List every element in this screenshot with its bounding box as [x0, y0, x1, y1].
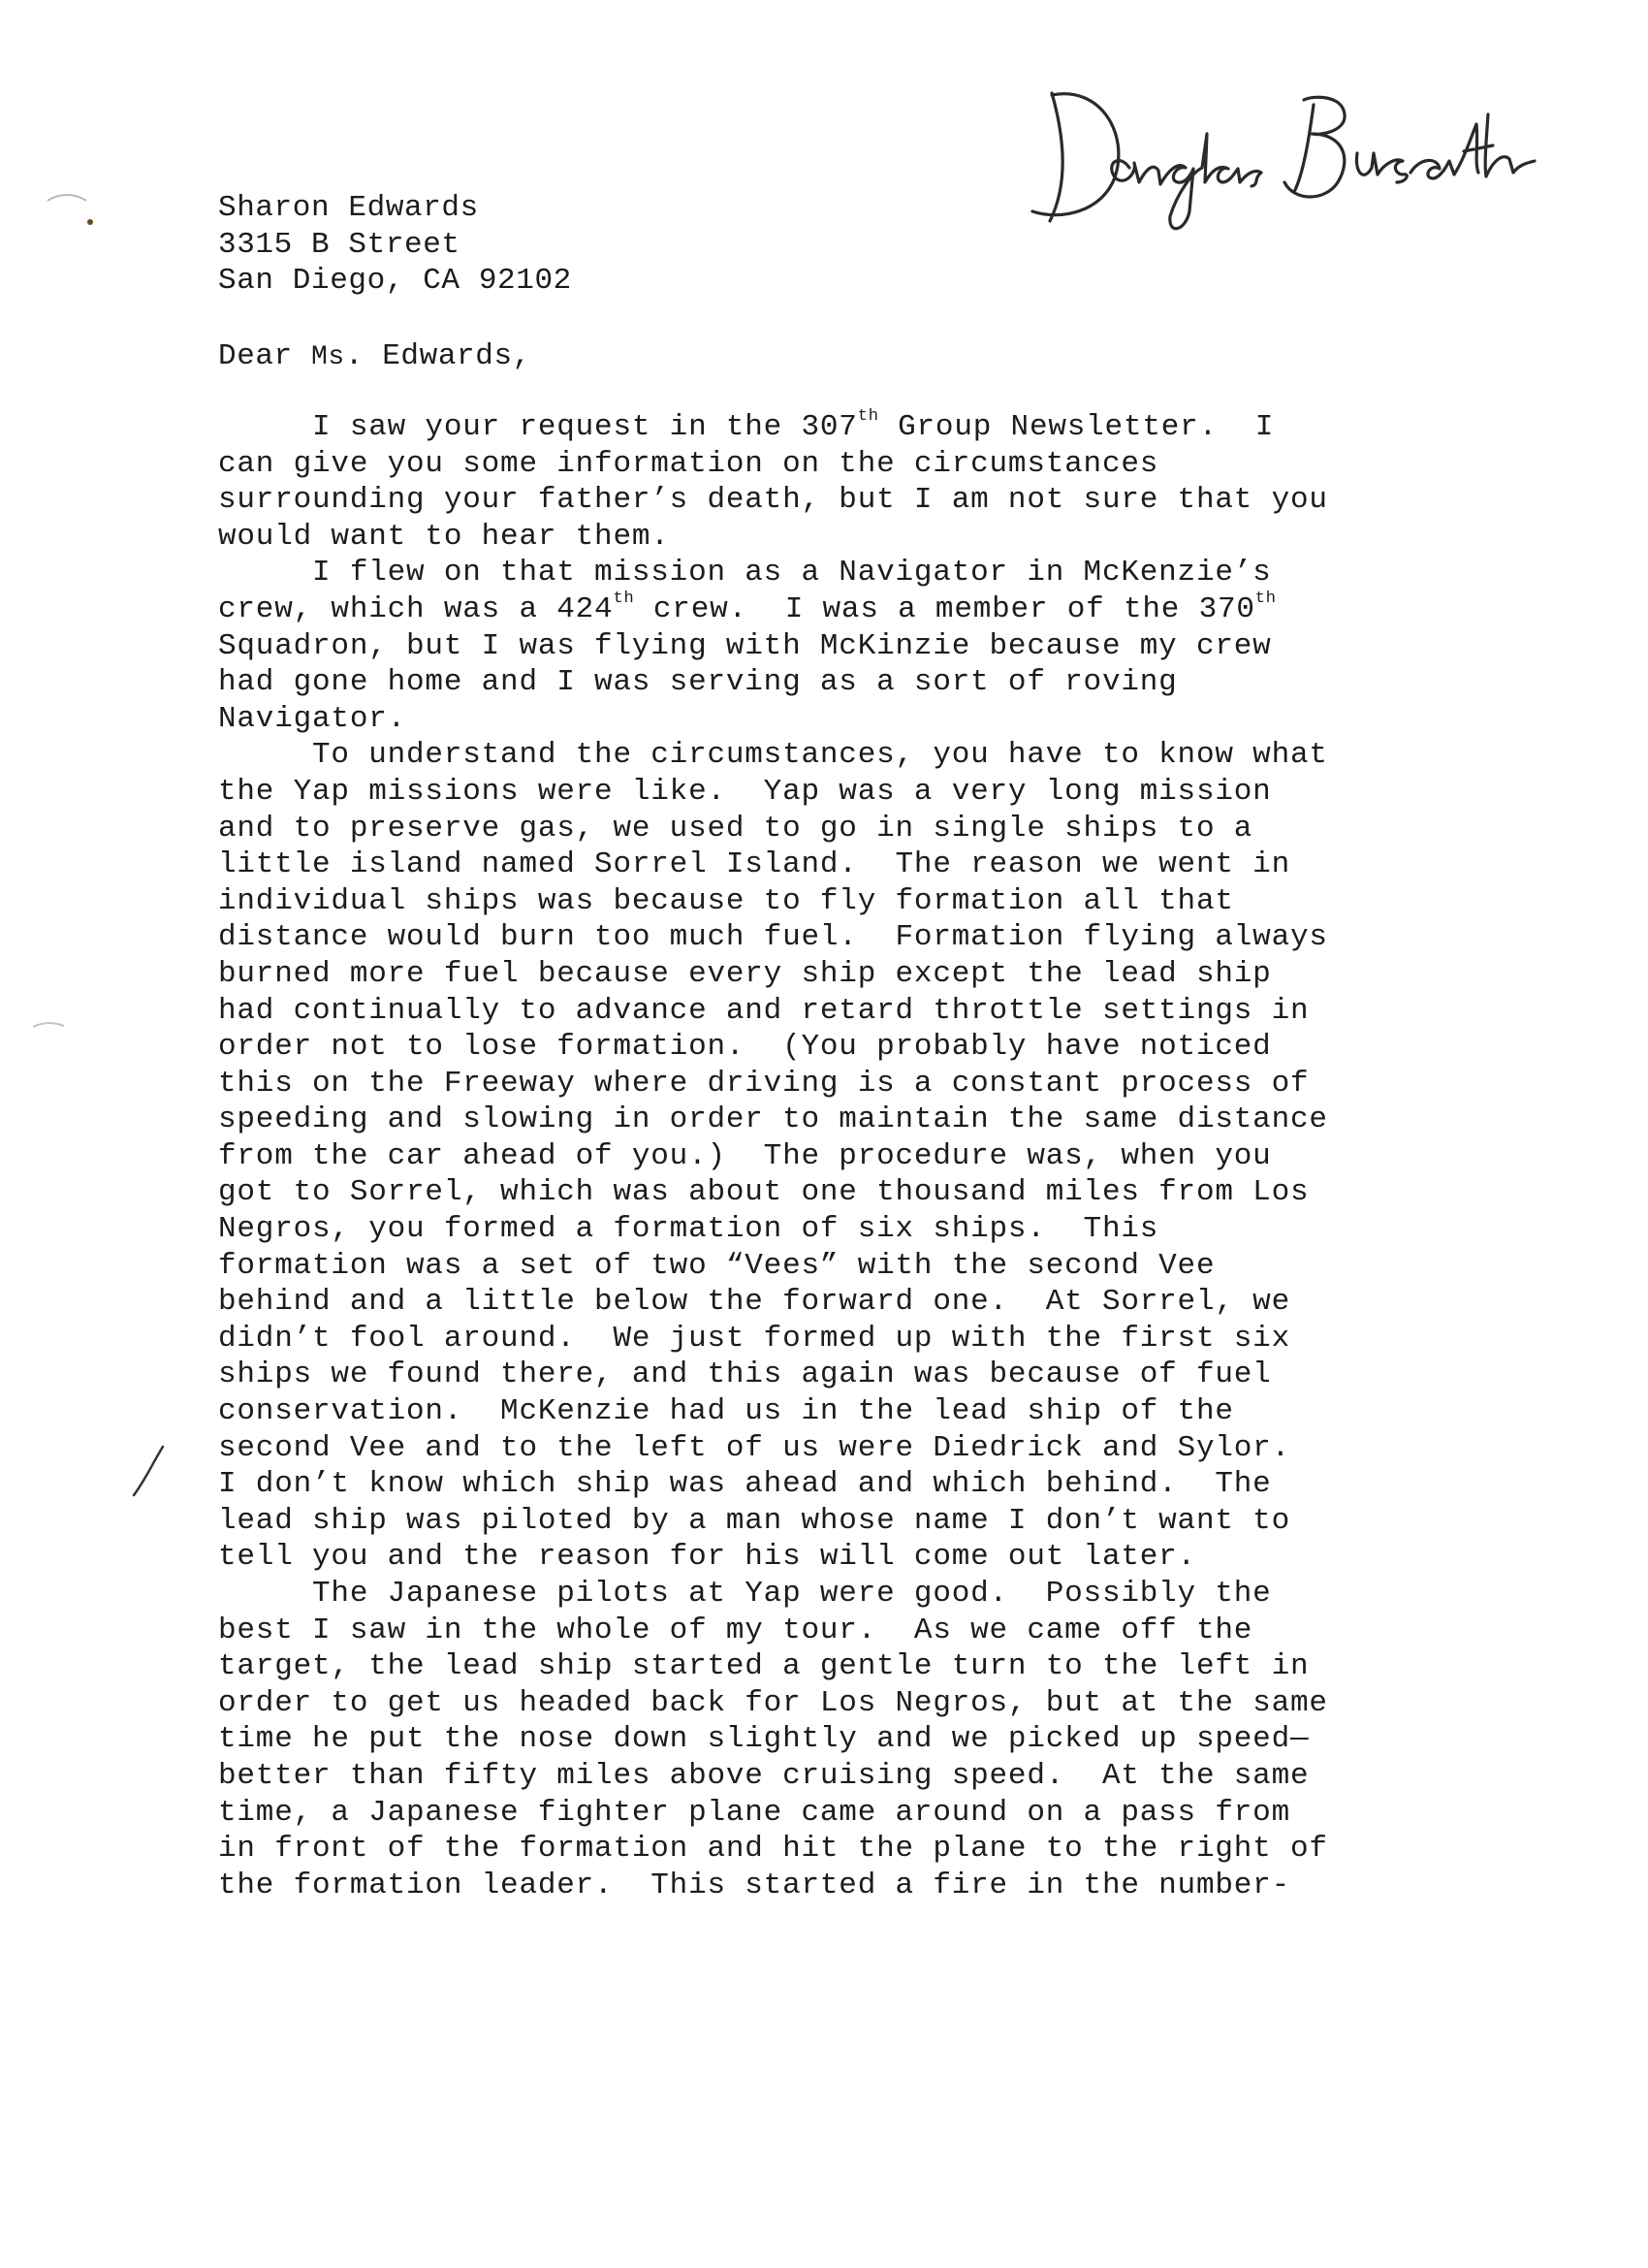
line-text: To understand the circumstances, you have to know what [218, 738, 1328, 773]
recipient-name: Sharon Edwards [218, 191, 479, 225]
body-line [218, 1357, 1381, 1393]
body-line [218, 1284, 1381, 1321]
line-text: in front of the formation and hit the plane to the right of [218, 1832, 1328, 1867]
line-text: surrounding your father’s death, but I am not sure that you [218, 483, 1328, 518]
line-text: and to preserve gas, we used to go in single ships to a [218, 811, 1253, 846]
body-line [218, 1138, 1381, 1175]
body-line [218, 1795, 1381, 1832]
line-text: crew, which was a 424 [218, 591, 614, 626]
line-text: Squadron, but I was flying with McKinzie because my crew [218, 628, 1272, 663]
line-text: tell you and the reason for his will come out later. [218, 1540, 1196, 1575]
line-text: this on the Freeway where driving is a constant process of [218, 1066, 1310, 1101]
line-text: from the car ahead of you.) The procedure was, when you [218, 1138, 1272, 1173]
line-text-continued: Group Newsletter. I [878, 410, 1275, 444]
body-line [218, 1248, 1381, 1285]
line-text-continued: crew. I was a member of the 370 [634, 591, 1255, 626]
body-line [218, 737, 1381, 774]
body-line [218, 628, 1381, 665]
body-line [218, 1539, 1381, 1576]
body-line [218, 1868, 1381, 1904]
ordinal-suffix: th [1254, 589, 1277, 608]
body-line [218, 1576, 1381, 1613]
body-line [218, 446, 1381, 483]
line-text: The Japanese pilots at Yap were good. Possibly the [218, 1577, 1272, 1611]
body-line [218, 555, 1381, 591]
line-text: second Vee and to the left of us were Diedrick and Sylor. [218, 1430, 1290, 1465]
line-text: Negros, you formed a formation of six ships. This [218, 1212, 1159, 1247]
body-line [218, 919, 1381, 956]
ordinal-suffix: th [857, 406, 879, 426]
line-text: best I saw in the whole of my tour. As we came off the [218, 1613, 1253, 1647]
body-line [218, 1648, 1381, 1685]
ordinal-suffix: th [613, 589, 635, 608]
line-text: speeding and slowing in order to maintain the same distance [218, 1102, 1328, 1137]
line-text: burned more fuel because every ship except the lead ship [218, 956, 1272, 991]
body-line [218, 1066, 1381, 1102]
recipient-city: San Diego, CA 92102 [218, 264, 572, 298]
body-line [218, 811, 1381, 847]
body-line [218, 1430, 1381, 1467]
recipient-address [218, 190, 572, 300]
body-line [218, 1721, 1381, 1758]
line-text: little island named Sorrel Island. The reason we went in [218, 847, 1290, 882]
body-line [218, 1466, 1381, 1503]
body-line [218, 1503, 1381, 1540]
body-line [218, 883, 1381, 920]
body-line [218, 591, 1381, 628]
margin-ink-dot [87, 219, 93, 225]
body-line [218, 1685, 1381, 1722]
body-line [218, 482, 1381, 519]
line-text: Navigator. [218, 701, 407, 736]
body-line [218, 993, 1381, 1030]
line-text: formation was a set of two “Vees” with the second Vee [218, 1248, 1216, 1283]
body-line [218, 1102, 1381, 1138]
line-text: target, the lead ship started a gentle turn to the left in [218, 1649, 1310, 1684]
line-text: order not to lose formation. (You probably have noticed [218, 1030, 1272, 1065]
salutation-title [311, 338, 345, 376]
body-line [218, 701, 1381, 738]
line-text: had gone home and I was serving as a sort of roving [218, 665, 1178, 700]
line-text: didn’t fool around. We just formed up with the first six [218, 1321, 1290, 1356]
line-text: would want to hear them. [218, 519, 670, 554]
body-line [218, 847, 1381, 883]
margin-dash-mark [29, 1018, 68, 1032]
body-line [218, 774, 1381, 811]
handwritten-signature [1023, 76, 1566, 270]
body-line [218, 1831, 1381, 1868]
line-text: time he put the nose down slightly and we picked up speed— [218, 1722, 1310, 1757]
line-text: the Yap missions were like. Yap was a very long mission [218, 774, 1272, 809]
salutation [218, 338, 531, 376]
body-line [218, 1211, 1381, 1248]
body-line [218, 519, 1381, 556]
body-line [218, 1029, 1381, 1066]
margin-curve-mark [44, 189, 92, 208]
line-text: ships we found there, and this again was because of fuel [218, 1358, 1272, 1392]
salutation-title-text: Ms [311, 342, 345, 372]
line-text: got to Sorrel, which was about one thousand miles from Los [218, 1175, 1310, 1210]
body-line [218, 956, 1381, 993]
line-text: better than fifty miles above cruising speed. At the same [218, 1758, 1310, 1793]
salutation-prefix: Dear [218, 339, 312, 373]
salutation-suffix: . Edwards, [344, 339, 531, 373]
letter-body [218, 406, 1381, 1903]
line-text: I flew on that mission as a Navigator in McKenzie’s [218, 556, 1272, 591]
body-line [218, 664, 1381, 701]
recipient-street: 3315 B Street [218, 227, 460, 262]
body-line [218, 1321, 1381, 1358]
body-line [218, 1393, 1381, 1430]
line-text: individual ships was because to fly formation all that [218, 883, 1234, 918]
line-text: time, a Japanese fighter plane came around on a pass from [218, 1795, 1290, 1830]
line-text: I saw your request in the 307 [218, 410, 858, 444]
line-text: behind and a little below the forward one. At Sorrel, we [218, 1285, 1290, 1320]
body-line [218, 1174, 1381, 1211]
line-text: I don’t know which ship was ahead and which behind. The [218, 1467, 1272, 1502]
line-text: distance would burn too much fuel. Formation flying always [218, 920, 1328, 955]
line-text: lead ship was piloted by a man whose name I don’t want to [218, 1503, 1290, 1538]
body-line [218, 1613, 1381, 1649]
line-text: conservation. McKenzie had us in the lead ship of the [218, 1394, 1234, 1429]
line-text: had continually to advance and retard throttle settings in [218, 993, 1310, 1028]
line-text: the formation leader. This started a fire in the number- [218, 1868, 1290, 1902]
line-text: can give you some information on the circumstances [218, 446, 1159, 481]
margin-pencil-stroke [124, 1443, 173, 1501]
line-text: order to get us headed back for Los Negros, but at the same [218, 1685, 1328, 1720]
body-line [218, 406, 1381, 446]
body-line [218, 1758, 1381, 1795]
